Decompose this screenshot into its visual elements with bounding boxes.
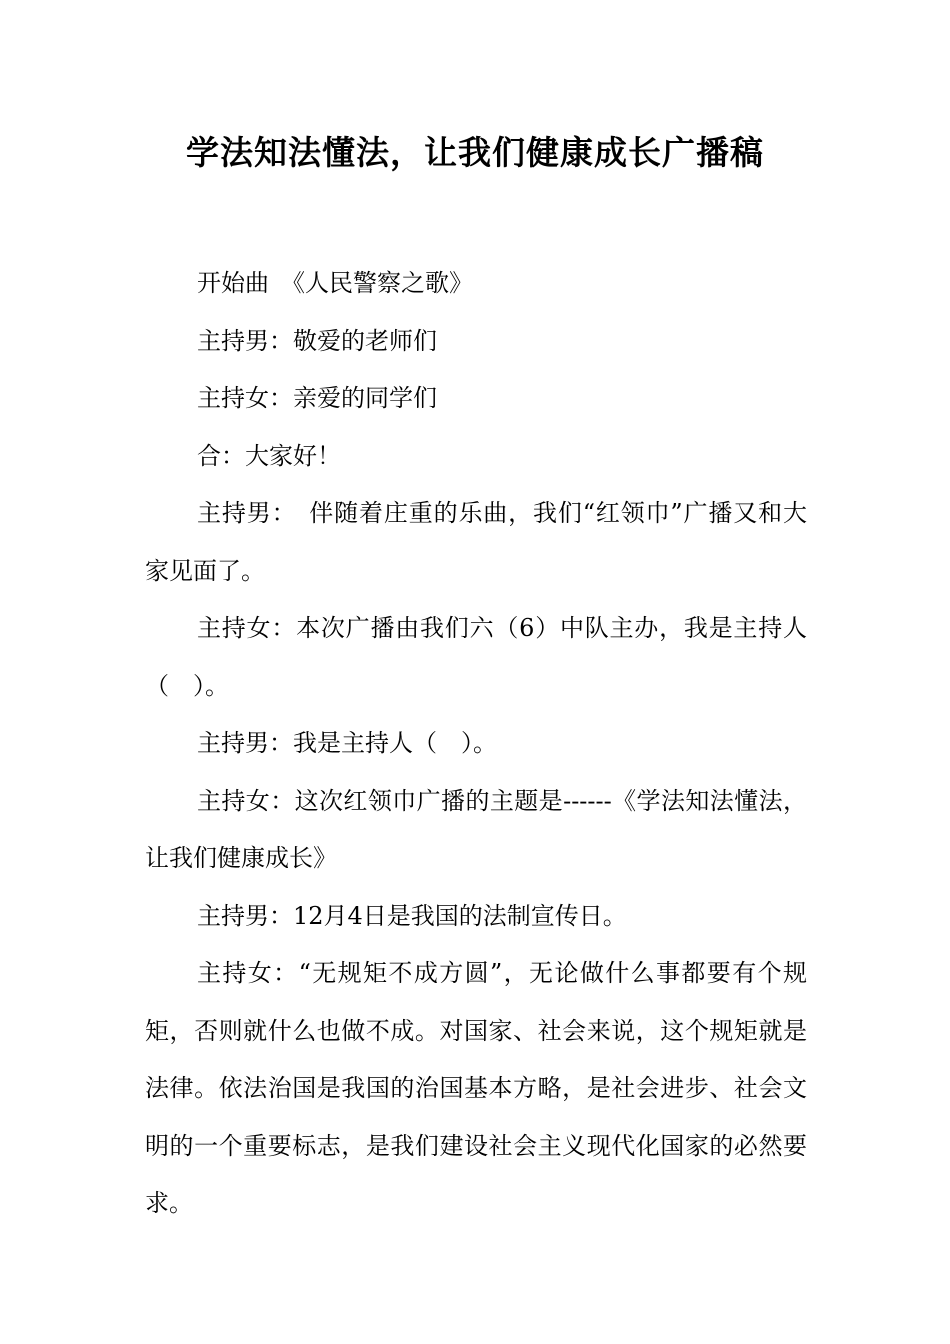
paragraph-male-host-intro: 主持男： 伴随着庄重的乐曲，我们“红领巾”广播又和大家见面了。 bbox=[145, 499, 807, 585]
paragraph-male-host-greeting: 主持男：敬爱的老师们 bbox=[197, 326, 437, 355]
paragraph-female-host-rules: 主持女：“无规矩不成方圆”，无论做什么事都要有个规矩，否则就什么也做不成。对国家、社会来说，这个规矩就是法律。依法治国是我国的治国基本方略，是社会进步、社会文明的一个重要标志，是我们建设社会主义现代化国家的必然要求。 bbox=[145, 959, 807, 1217]
paragraph-together-hello: 合：大家好！ bbox=[197, 441, 341, 470]
paragraph-female-host-greeting: 主持女：亲爱的同学们 bbox=[197, 384, 437, 412]
paragraph-female-host-organizer: 主持女：本次广播由我们六（6）中队主办，我是主持人（ ）。 bbox=[145, 614, 807, 700]
paragraph-female-host-theme: 主持女：这次红领巾广播的主题是------《学法知法懂法，让我们健康成长》 bbox=[145, 786, 807, 872]
paragraph-opening-song: 开始曲 《人民警察之歌》 bbox=[197, 269, 473, 297]
document-title: 学法知法懂法，让我们健康成长广播稿 bbox=[186, 133, 764, 172]
document-body bbox=[145, 255, 807, 1233]
paragraph-male-host-name: 主持男：我是主持人（ ）。 bbox=[197, 729, 497, 757]
paragraph-male-host-legal-day: 主持男：12月4日是我国的法制宣传日。 bbox=[197, 901, 627, 930]
